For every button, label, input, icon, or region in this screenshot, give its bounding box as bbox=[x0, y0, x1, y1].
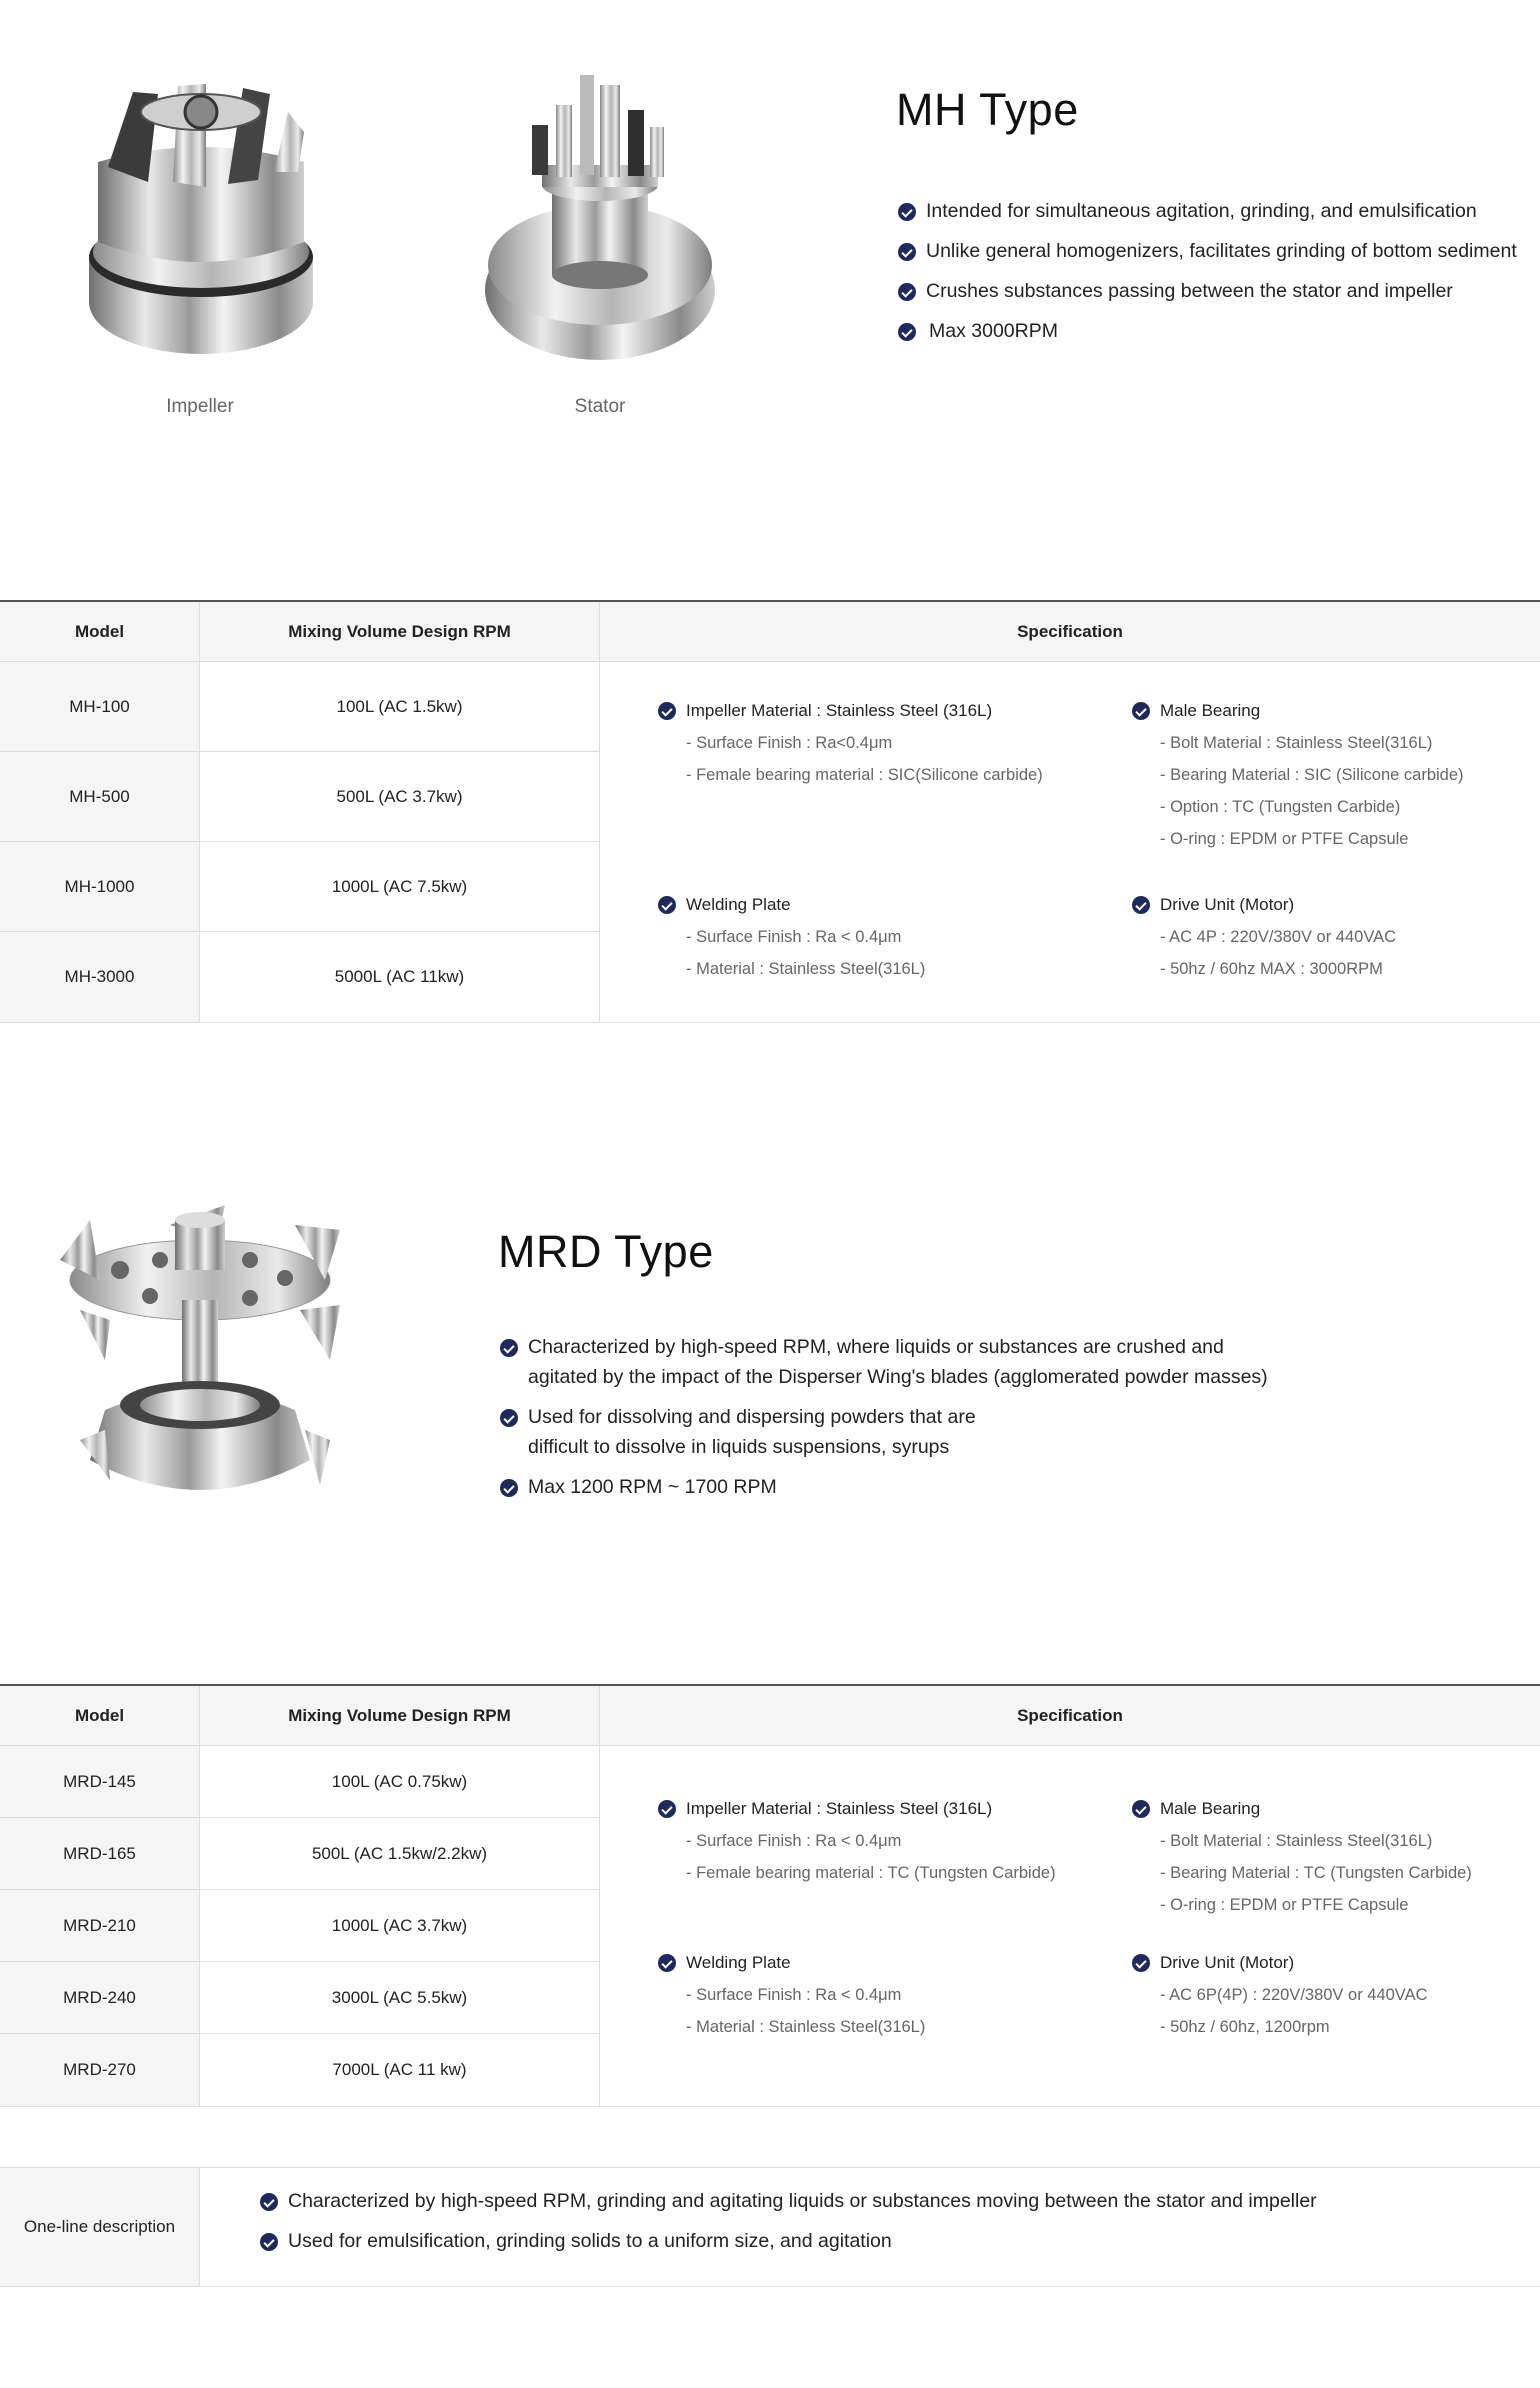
one-line-description bbox=[0, 2167, 1540, 2287]
mrd-feature-item: Characterized by high-speed RPM, where liquids or substances are crushed and agitated by the impact of the Disperser Wing's blades (agglomerated powder masses) bbox=[500, 1332, 1400, 1392]
check-circle-icon bbox=[898, 203, 916, 221]
table-cell-model: MRD-145 bbox=[0, 1746, 199, 1818]
check-circle-icon bbox=[260, 2193, 278, 2211]
impeller-image bbox=[78, 72, 324, 372]
check-circle-icon bbox=[1132, 896, 1150, 914]
one-line-description-label: One-line description bbox=[0, 2168, 200, 2286]
check-circle-icon bbox=[658, 896, 676, 914]
specification-cell bbox=[600, 1746, 1540, 2106]
header-model: Model bbox=[0, 1686, 200, 1745]
spec-drive-unit: Drive Unit (Motor) - AC 6P(4P) : 220V/380V or 440VAC - 50hz / 60hz, 1200rpm bbox=[1132, 1952, 1428, 2048]
spec-impeller-material: Impeller Material : Stainless Steel (316L) - Surface Finish : Ra<0.4μm - Female bearing material : SIC(Silicone carbide) bbox=[658, 700, 1043, 796]
check-circle-icon bbox=[658, 1954, 676, 1972]
table-cell-model: MRD-210 bbox=[0, 1890, 199, 1962]
table-cell-model: MRD-165 bbox=[0, 1818, 199, 1890]
table-header-row bbox=[0, 1686, 1540, 1746]
mh-feature-item: Unlike general homogenizers, facilitates grinding of bottom sediment bbox=[898, 236, 1538, 266]
table-cell-mixing: 7000L (AC 11 kw) bbox=[332, 2060, 467, 2079]
mh-type-title: MH Type bbox=[896, 84, 1079, 135]
table-cell-model: MH-1000 bbox=[0, 842, 199, 932]
table-cell-mixing: 500L (AC 3.7kw) bbox=[200, 752, 599, 842]
check-circle-icon bbox=[658, 702, 676, 720]
check-circle-icon bbox=[658, 1800, 676, 1818]
check-circle-icon bbox=[898, 323, 916, 341]
impeller-caption: Impeller bbox=[166, 396, 234, 417]
header-model: Model bbox=[0, 602, 200, 661]
header-specification: Specification bbox=[1017, 621, 1123, 641]
table-cell-mixing: 500L (AC 1.5kw/2.2kw) bbox=[200, 1818, 599, 1890]
mrd-feature-list bbox=[500, 1332, 1400, 1512]
stator-image bbox=[480, 65, 720, 365]
check-circle-icon bbox=[898, 283, 916, 301]
header-specification: Specification bbox=[1017, 1705, 1123, 1725]
table-cell-mixing: 100L (AC 1.5kw) bbox=[200, 662, 599, 752]
check-circle-icon bbox=[1132, 1800, 1150, 1818]
check-circle-icon bbox=[500, 1339, 518, 1357]
mrd-spec-table bbox=[0, 1684, 1540, 2107]
table-cell-mixing: 5000L (AC 11kw) bbox=[334, 967, 465, 986]
header-mixing-volume: Mixing Volume Design RPM bbox=[200, 602, 600, 661]
check-circle-icon bbox=[1132, 1954, 1150, 1972]
description-item: Used for emulsification, grinding solids to a uniform size, and agitation bbox=[260, 2226, 1540, 2256]
check-circle-icon bbox=[260, 2233, 278, 2251]
description-item: Characterized by high-speed RPM, grinding and agitating liquids or substances moving between the stator and impeller bbox=[260, 2186, 1540, 2216]
table-header-row bbox=[0, 602, 1540, 662]
check-circle-icon bbox=[1132, 702, 1150, 720]
spec-impeller-material: Impeller Material : Stainless Steel (316L) - Surface Finish : Ra < 0.4μm - Female bearing material : TC (Tungsten Carbide) bbox=[658, 1798, 1056, 1894]
check-circle-icon bbox=[898, 243, 916, 261]
mh-spec-table bbox=[0, 600, 1540, 1023]
mh-feature-item: Max 3000RPM bbox=[898, 316, 1538, 346]
header-mixing-volume: Mixing Volume Design RPM bbox=[200, 1686, 600, 1745]
table-cell-mixing: 1000L (AC 7.5kw) bbox=[200, 842, 599, 932]
mrd-feature-item: Used for dissolving and dispersing powders that are difficult to dissolve in liquids suspensions, syrups bbox=[500, 1402, 1400, 1462]
table-cell-mixing: 3000L (AC 5.5kw) bbox=[200, 1962, 599, 2034]
check-circle-icon bbox=[500, 1479, 518, 1497]
mh-feature-list bbox=[898, 196, 1538, 356]
spec-drive-unit: Drive Unit (Motor) - AC 4P : 220V/380V or 440VAC - 50hz / 60hz MAX : 3000RPM bbox=[1132, 894, 1396, 990]
table-cell-model: MH-500 bbox=[0, 752, 199, 842]
mh-feature-item: Crushes substances passing between the stator and impeller bbox=[898, 276, 1538, 306]
specification-cell bbox=[600, 662, 1540, 1022]
table-cell-model: MH-3000 bbox=[64, 967, 135, 986]
table-cell-model: MRD-270 bbox=[63, 2060, 136, 2079]
mrd-disperser-image bbox=[50, 1200, 350, 1510]
mh-feature-item: Intended for simultaneous agitation, grinding, and emulsification bbox=[898, 196, 1538, 226]
check-circle-icon bbox=[500, 1409, 518, 1427]
mrd-type-title: MRD Type bbox=[498, 1226, 714, 1277]
spec-welding-plate: Welding Plate - Surface Finish : Ra < 0.4μm - Material : Stainless Steel(316L) bbox=[658, 1952, 925, 2048]
spec-welding-plate: Welding Plate - Surface Finish : Ra < 0.4μm - Material : Stainless Steel(316L) bbox=[658, 894, 925, 990]
table-cell-mixing: 1000L (AC 3.7kw) bbox=[200, 1890, 599, 1962]
spec-male-bearing: Male Bearing - Bolt Material : Stainless Steel(316L) - Bearing Material : TC (Tungsten Carbide) - O-ring : EPDM or PTFE Capsule bbox=[1132, 1798, 1472, 1926]
table-cell-model: MH-100 bbox=[0, 662, 199, 752]
table-cell-mixing: 100L (AC 0.75kw) bbox=[200, 1746, 599, 1818]
mrd-feature-item: Max 1200 RPM ~ 1700 RPM bbox=[500, 1472, 1400, 1502]
stator-caption: Stator bbox=[574, 396, 626, 417]
spec-male-bearing: Male Bearing - Bolt Material : Stainless Steel(316L) - Bearing Material : SIC (Silicone carbide) - Option : TC (Tungsten Carbide) - O-ring : EPDM or PTFE Capsule bbox=[1132, 700, 1464, 860]
one-line-description-list bbox=[260, 2186, 1540, 2266]
table-cell-model: MRD-240 bbox=[0, 1962, 199, 2034]
